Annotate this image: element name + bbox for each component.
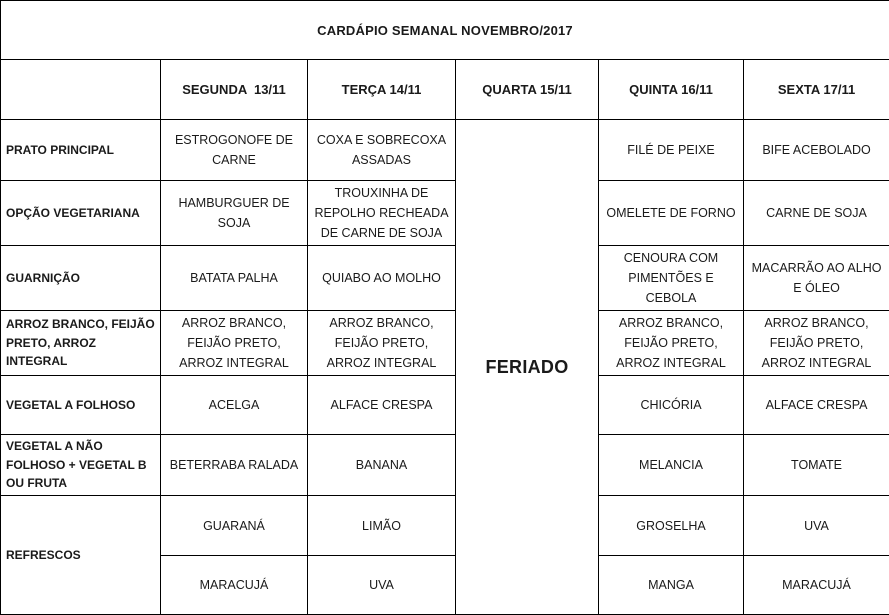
menu-cell: FILÉ DE PEIXE [599, 120, 744, 181]
table-row-vegetal-nao-folhoso [1, 435, 889, 496]
table-row-refrescos-1 [1, 496, 889, 556]
table-row-vegetal-folhoso [1, 376, 889, 435]
row-label-prato-principal: PRATO PRINCIPAL [1, 120, 161, 181]
menu-cell: BIFE ACEBOLADO [744, 120, 889, 181]
menu-cell: MELANCIA [599, 435, 744, 496]
menu-cell: OMELETE DE FORNO [599, 181, 744, 246]
menu-cell: MACARRÃO AO ALHO E ÓLEO [744, 246, 889, 311]
menu-cell: COXA E SOBRECOXA ASSADAS [308, 120, 456, 181]
row-label-guarnicao: GUARNIÇÃO [1, 246, 161, 311]
menu-cell: MANGA [599, 556, 744, 615]
menu-cell: MARACUJÁ [744, 556, 889, 615]
row-label-opcao-vegetariana: OPÇÃO VEGETARIANA [1, 181, 161, 246]
menu-cell: GROSELHA [599, 496, 744, 556]
menu-cell: CARNE DE SOJA [744, 181, 889, 246]
menu-cell: MARACUJÁ [161, 556, 308, 615]
menu-cell: LIMÃO [308, 496, 456, 556]
table-row-guarnicao [1, 246, 889, 311]
menu-cell: ACELGA [161, 376, 308, 435]
holiday-cell: FERIADO [456, 120, 599, 615]
menu-cell: CENOURA COM PIMENTÕES E CEBOLA [599, 246, 744, 311]
row-label-vegetal-folhoso: VEGETAL A FOLHOSO [1, 376, 161, 435]
day-header-terca: TERÇA 14/11 [308, 60, 456, 120]
menu-cell: BATATA PALHA [161, 246, 308, 311]
menu-cell: UVA [308, 556, 456, 615]
menu-cell: ARROZ BRANCO, FEIJÃO PRETO, ARROZ INTEGRAL [161, 311, 308, 376]
day-header-sexta: SEXTA 17/11 [744, 60, 889, 120]
menu-cell: ARROZ BRANCO, FEIJÃO PRETO, ARROZ INTEGRAL [599, 311, 744, 376]
menu-cell: UVA [744, 496, 889, 556]
menu-cell: QUIABO AO MOLHO [308, 246, 456, 311]
row-label-arroz-feijao: ARROZ BRANCO, FEIJÃO PRETO, ARROZ INTEGRAL [1, 311, 161, 376]
page-title: CARDÁPIO SEMANAL NOVEMBRO/2017 [1, 1, 889, 60]
menu-cell: BETERRABA RALADA [161, 435, 308, 496]
menu-cell: ARROZ BRANCO, FEIJÃO PRETO, ARROZ INTEGRAL [308, 311, 456, 376]
row-label-vegetal-nao-folhoso: VEGETAL A NÃO FOLHOSO + VEGETAL B OU FRUTA [1, 435, 161, 496]
header-row [1, 60, 889, 120]
menu-cell: TOMATE [744, 435, 889, 496]
table-row-prato-principal [1, 120, 889, 181]
menu-cell: TROUXINHA DE REPOLHO RECHEADA DE CARNE DE SOJA [308, 181, 456, 246]
menu-cell: HAMBURGUER DE SOJA [161, 181, 308, 246]
menu-cell: BANANA [308, 435, 456, 496]
table-row-opcao-vegetariana [1, 181, 889, 246]
menu-cell: CHICÓRIA [599, 376, 744, 435]
menu-cell: ARROZ BRANCO, FEIJÃO PRETO, ARROZ INTEGRAL [744, 311, 889, 376]
table-row-arroz-feijao [1, 311, 889, 376]
day-header-segunda: SEGUNDA 13/11 [161, 60, 308, 120]
corner-cell [1, 60, 161, 120]
day-header-quarta: QUARTA 15/11 [456, 60, 599, 120]
day-header-quinta: QUINTA 16/11 [599, 60, 744, 120]
menu-cell: ESTROGONOFE DE CARNE [161, 120, 308, 181]
row-label-refrescos: REFRESCOS [1, 496, 161, 615]
menu-cell: ALFACE CRESPA [308, 376, 456, 435]
menu-cell: ALFACE CRESPA [744, 376, 889, 435]
title-row [1, 1, 889, 60]
menu-cell: GUARANÁ [161, 496, 308, 556]
